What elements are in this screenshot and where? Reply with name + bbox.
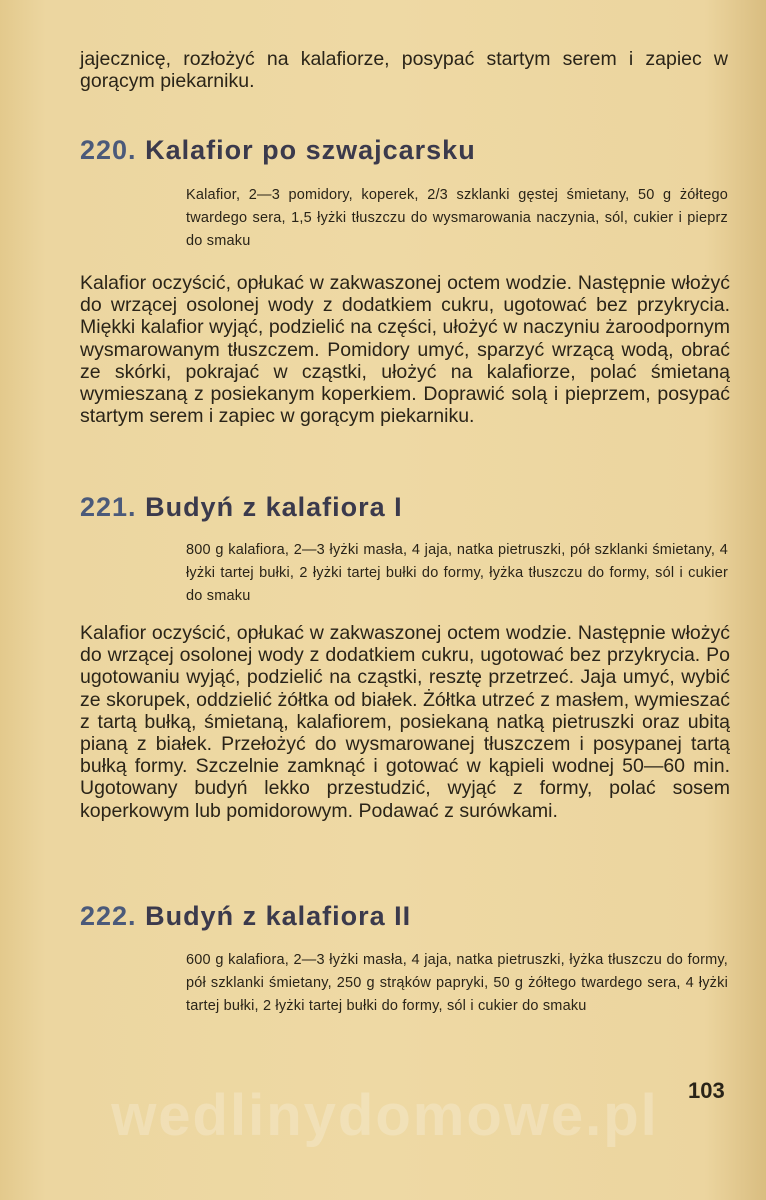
recipe-number: 222. [80,901,137,931]
watermark: wedlinydomowe.pl [111,1083,659,1148]
page-number: 103 [688,1078,725,1103]
recipe-221-heading [80,492,403,523]
recipe-title: Kalafior po szwajcarsku [145,135,476,165]
recipe-220-ingredients: Kalafior, 2—3 pomidory, koperek, 2/3 szklanki gęstej śmietany, 50 g żółtego twardego sera, 1,5 łyżki tłuszczu do wysmarowania naczynia, sól, cukier i pieprz do smaku [186,187,728,249]
recipe-222-ingredients: 600 g kalafiora, 2—3 łyżki masła, 4 jaja, natka pietruszki, łyżka tłuszczu do formy, pół szklanki śmietany, 250 g strąków papryki, 50 g żółtego twardego sera, 4 łyżki tartej bułki, 2 łyżki tartej bułki do formy, sól i cukier do smaku [186,952,728,1014]
recipe-number: 220. [80,135,137,165]
method-text: Kalafior oczyścić, opłukać w zakwaszonej octem wodzie. Następnie włożyć do wrzącej osolonej wody z dodatkiem cukru, ugotować bez przykrycia. Po ugotowaniu wyjąć, podzielić na cząstki, resztę przetrzeć. Jaja umyć, wybić ze skorupek, oddzielić żółtka od białek. Żółtka utrzeć z masłem, wymieszać z tartą bułką, śmietaną, kalafiorem, posiekaną natką pietruszki oraz ubitą pianą z białek. Przełożyć do wysmarowanej tłuszczem i posypanej tartą bułką formy. Szczelnie zamknąć i gotować w kąpieli wodnej 50—60 min. Ugotowany budyń lekko przestudzić, wyjąć z formy, polać sosem koperkowym lub pomidorowym. Podawać z surówkami. [80,622,730,822]
recipe-number: 221. [80,492,137,522]
lead-text: jajecznicę, rozłożyć na kalafiorze, posypać startym serem i zapiec w gorącym piekarniku. [80,48,728,93]
recipe-221-method [80,622,730,822]
recipe-220-method [80,272,730,427]
method-text: Kalafior oczyścić, opłukać w zakwaszonej octem wodzie. Następnie włożyć do wrzącej osolonej wody z dodatkiem cukru, ugotować bez przykrycia. Miękki kalafior wyjąć, podzielić na części, ułożyć w naczyniu żaroodpornym wysmarowanym tłuszczem. Pomidory umyć, sparzyć wrzącą wodą, obrać ze skórki, pokrajać w cząstki, ułożyć na kalafiorze, polać śmietaną wymieszaną z posiekanym koperkiem. Doprawić solą i pieprzem, posypać startym serem i zapiec w gorącym piekarniku. [80,272,730,428]
recipe-title: Budyń z kalafiora II [145,901,412,931]
recipe-222-heading [80,901,411,932]
recipe-title: Budyń z kalafiora I [145,492,403,522]
lead-paragraph [80,48,728,92]
recipe-221-ingredients: 800 g kalafiora, 2—3 łyżki masła, 4 jaja, natka pietruszki, pół szklanki śmietany, 4 łyżki tartej bułki, 2 łyżki tartej bułki do formy, łyżka tłuszczu do formy, sól i cukier do smaku [186,542,728,604]
recipe-220-heading [80,135,476,166]
